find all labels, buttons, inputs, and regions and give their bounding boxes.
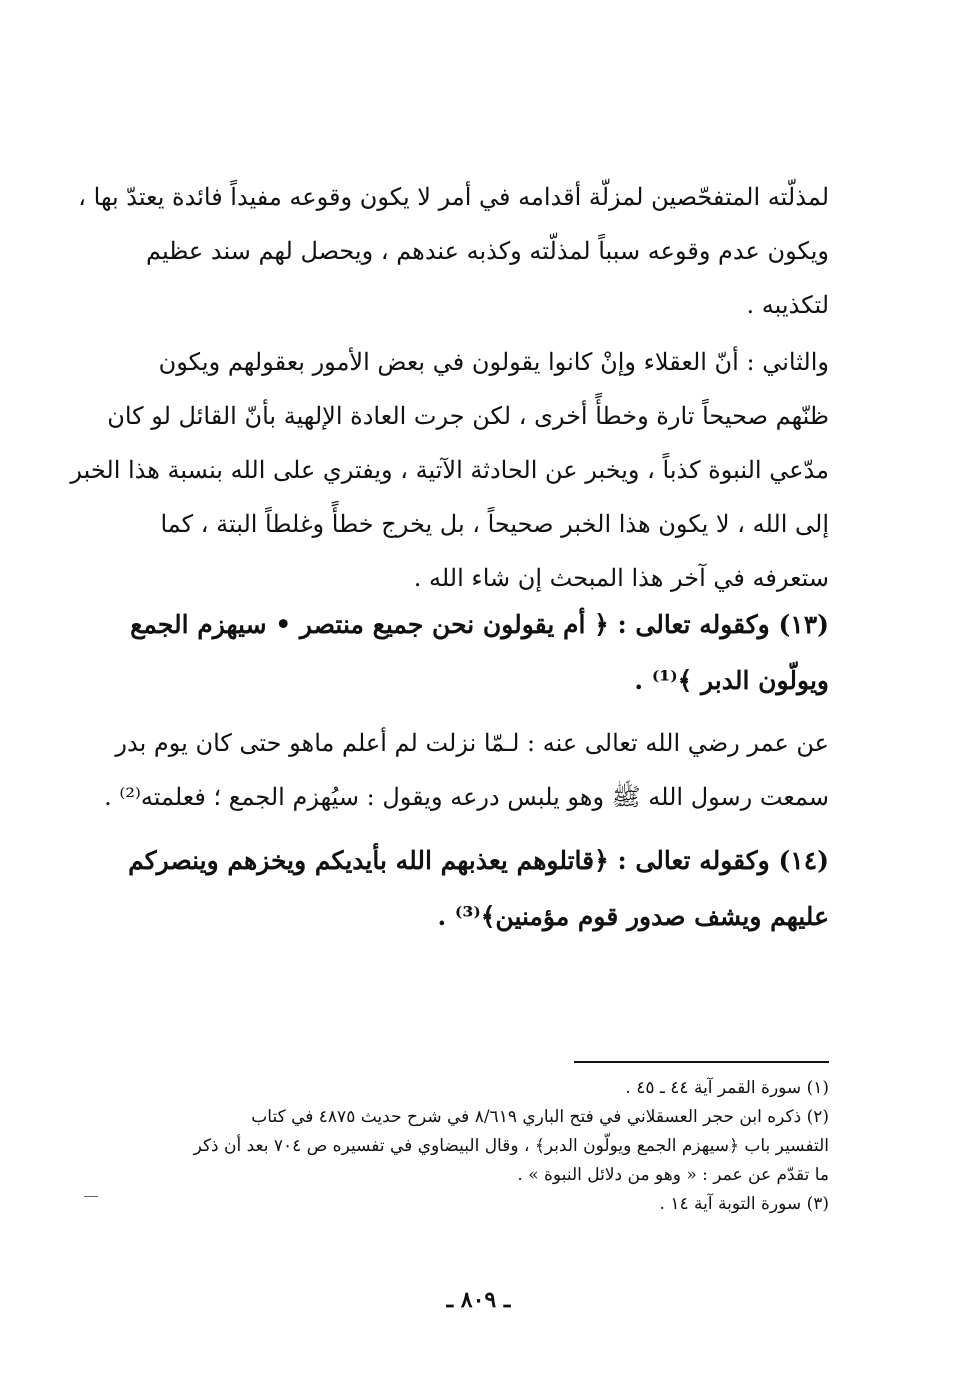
paragraph-verse-14 <box>129 833 829 945</box>
verse-line: ويولّون الدبر ﴾⁽¹⁾ . <box>634 666 829 695</box>
text-line: إلى الله ، لا يكون هذا الخبر صحيحاً ، بل يخرج خطأً وغلطاً البتة ، كما <box>160 510 829 538</box>
text-line: مدّعي النبوة كذباً ، ويخبر عن الحادثة الآتية ، ويفتري على الله بنسبة هذا الخبر <box>70 456 829 484</box>
text-line: والثاني : أنّ العقلاء وإنْ كانوا يقولون في بعض الأمور بعقولهم ويكون <box>158 348 829 376</box>
verse-line: (١٣) وكقوله تعالى : ﴿ أم يقولون نحن جميع منتصر • سيهزم الجمع <box>130 610 829 639</box>
text-line: لمذلّته المتفحّصين لمزلّة أقدامه في أمر لا يكون وقوعه مفيداً فائدة يعتدّ بها ، <box>78 183 829 211</box>
text-line: ستعرفه في آخر هذا المبحث إن شاء الله . <box>413 564 829 592</box>
footnote-divider <box>574 1061 829 1063</box>
paragraph-umar-narration <box>104 716 829 824</box>
verse-line: (١٤) وكقوله تعالى : ﴿قاتلوهم يعذبهم الله بأيديكم ويخزهم وينصركم <box>128 846 829 875</box>
text-line: عن عمر رضي الله تعالى عنه : لـمّا نزلت لم أعلم ماهو حتى كان يوم بدر <box>115 729 829 757</box>
paragraph-mudhallatuh <box>78 170 829 332</box>
footnote-line: التفسير باب ﴿سيهزم الجمع ويولّون الدبر﴾ ، وقال البيضاوي في تفسيره ص ٧٠٤ بعد أن ذكر <box>193 1136 829 1156</box>
text-line: لتكذيبه . <box>746 291 829 319</box>
paragraph-verse-13 <box>129 597 829 709</box>
text-line: ويكون عدم وقوعه سبباً لمذلّته وكذبه عندهم ، ويحصل لهم سند عظيم <box>146 237 829 265</box>
footnote-line: (٢) ذكره ابن حجر العسقلاني في فتح الباري ٨/٦١٩ في شرح حديث ٤٨٧٥ في كتاب <box>251 1107 829 1127</box>
scan-edge-mark <box>84 1196 98 1197</box>
text-line: ظنّهم صحيحاً تارة وخطأً أخرى ، لكن جرت العادة الإلهية بأنّ القائل لو كان <box>107 402 829 430</box>
text-line: سمعت رسول الله ﷺ وهو يلبس درعه ويقول : سيُهزم الجمع ؛ فعلمته⁽²⁾ . <box>104 783 829 811</box>
footnote-line: ما تقدّم عن عمر : « وهو من دلائل النبوة » . <box>517 1165 829 1185</box>
footnotes <box>129 1074 829 1219</box>
verse-line: عليهم ويشف صدور قوم مؤمنين﴾⁽³⁾ . <box>437 902 829 931</box>
paragraph-al-thani <box>70 335 829 605</box>
page-number: ـ ٨٠٩ ـ <box>446 1287 511 1313</box>
footnote-line: (١) سورة القمر آية ٤٤ ـ ٤٥ . <box>625 1078 829 1098</box>
footnote-line: (٣) سورة التوبة آية ١٤ . <box>659 1194 829 1214</box>
